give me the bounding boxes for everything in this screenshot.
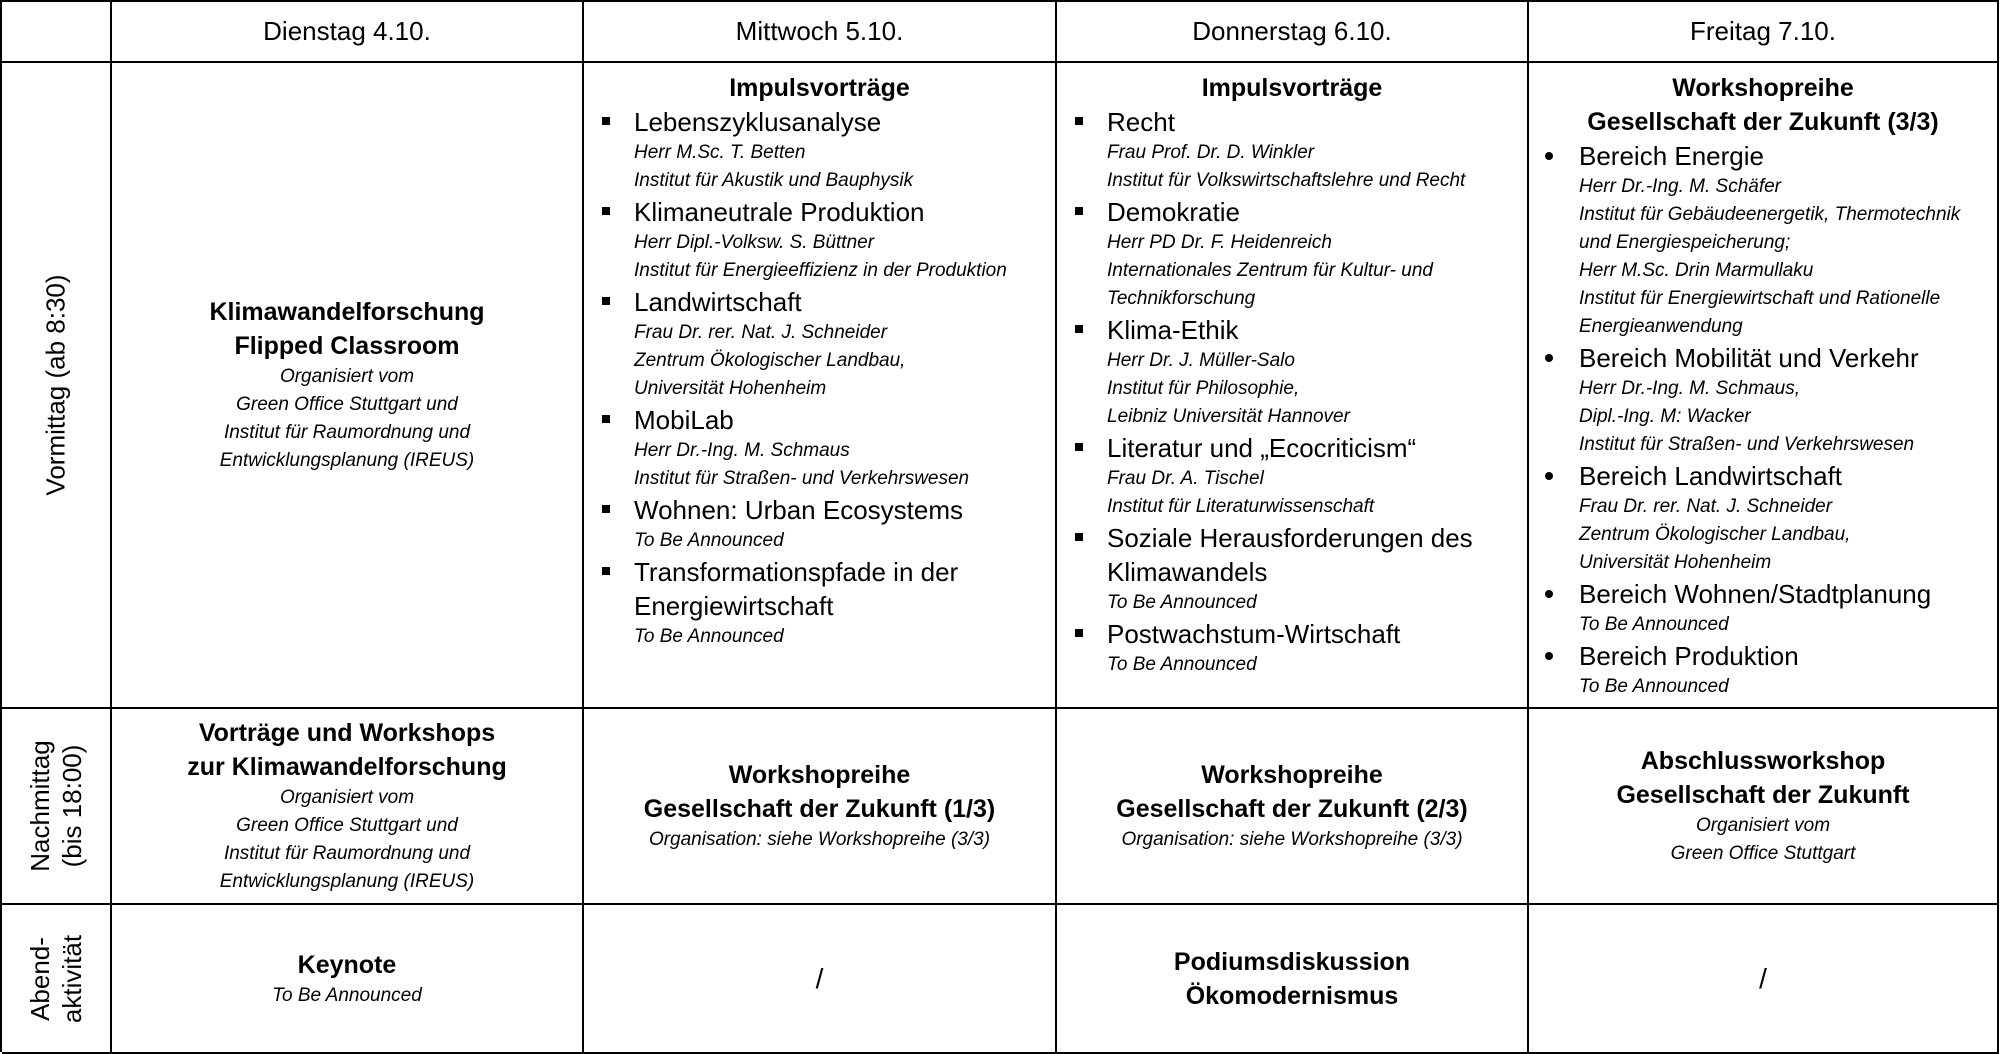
row-label-line: Abend- (25, 936, 55, 1021)
evening-thursday (1057, 905, 1529, 1054)
item-speaker: Institut für Volkswirtschaftslehre und Recht (1107, 170, 1466, 191)
list-item (1057, 105, 1527, 195)
afternoon-wednesday (584, 709, 1057, 905)
item-title: Literatur und „Ecocriticism“ (1107, 433, 1417, 463)
workshop-list (1529, 139, 1997, 701)
item-speaker: Technikforschung (1107, 288, 1256, 309)
session-title: Abschlussworkshop (1640, 747, 1886, 775)
session-organizer: Entwicklungsplanung (IREUS) (219, 450, 475, 471)
list-item (584, 195, 1055, 285)
list-item (1529, 139, 1997, 341)
row-label-afternoon (2, 709, 112, 905)
item-speaker: Zentrum Ökologischer Landbau, (1579, 524, 1851, 545)
session-title: Impulsvorträge (1201, 74, 1383, 102)
item-speaker: Herr M.Sc. T. Betten (634, 142, 806, 163)
item-speaker: Herr Dr.-Ing. M. Schmaus, (1579, 378, 1801, 399)
evening-tuesday (112, 905, 584, 1054)
talk-list (1057, 105, 1527, 679)
row-label-evening (2, 905, 112, 1054)
row-label-line: (bis 18:00) (57, 744, 87, 868)
item-speaker: To Be Announced (634, 626, 784, 647)
item-title: Klimaneutrale Produktion (634, 197, 925, 227)
item-speaker: Institut für Philosophie, (1107, 378, 1300, 399)
session-organizer: Green Office Stuttgart und (236, 815, 458, 836)
item-title: Lebenszyklusanalyse (634, 107, 882, 137)
item-title: Klimawandels (1107, 557, 1268, 587)
header-wednesday (584, 2, 1057, 63)
list-item (584, 403, 1055, 493)
row-label-text (24, 934, 88, 1022)
item-title: Demokratie (1107, 197, 1240, 227)
item-title: Bereich Energie (1579, 141, 1764, 171)
item-speaker: Institut für Straßen- und Verkehrswesen (1579, 434, 1915, 455)
item-title: Klima-Ethik (1107, 315, 1239, 345)
session-title: Gesellschaft der Zukunft (3/3) (1587, 108, 1939, 136)
item-speaker: Institut für Energiewirtschaft und Rationelle (1579, 288, 1941, 309)
item-speaker: To Be Announced (1579, 614, 1729, 635)
morning-thursday (1057, 63, 1529, 709)
header-label: Mittwoch 5.10. (735, 16, 904, 46)
header-tuesday (112, 2, 584, 63)
row-label-line: aktivität (57, 934, 87, 1023)
list-item (584, 285, 1055, 403)
session-organizer: Organisation: siehe Workshopreihe (3/3) (1121, 829, 1463, 850)
session-title: Impulsvorträge (729, 74, 910, 102)
list-item (1057, 617, 1527, 679)
item-speaker: Herr M.Sc. Drin Marmullaku (1579, 260, 1814, 281)
item-speaker: Zentrum Ökologischer Landbau, (634, 350, 906, 371)
item-speaker: Frau Prof. Dr. D. Winkler (1107, 142, 1315, 163)
session-title: Podiumsdiskussion (1173, 947, 1411, 976)
item-title: Energiewirtschaft (634, 591, 834, 621)
row-label-line: Nachmittag (25, 740, 55, 872)
item-speaker: Internationales Zentrum für Kultur- und (1107, 260, 1433, 281)
list-item (584, 105, 1055, 195)
session-title: Vorträge und Workshops (198, 719, 496, 747)
session-organizer: Green Office Stuttgart (1670, 843, 1856, 864)
session-organizer: Institut für Raumordnung und (223, 843, 471, 864)
list-item (1529, 577, 1997, 639)
header-friday (1529, 2, 1999, 63)
morning-friday (1529, 63, 1999, 709)
item-speaker: Herr Dr.-Ing. M. Schmaus (634, 440, 850, 461)
item-speaker: Energieanwendung (1579, 316, 1743, 337)
evening-wednesday (584, 905, 1057, 1054)
item-title: Bereich Produktion (1579, 641, 1799, 671)
item-title: Transformationspfade in der (634, 557, 959, 587)
item-speaker: To Be Announced (1107, 592, 1257, 613)
row-label-text: Vormittag (ab 8:30) (41, 274, 71, 496)
session-organizer: Organisiert vom (1695, 815, 1831, 836)
session-organizer: Entwicklungsplanung (IREUS) (219, 871, 475, 892)
header-label: Donnerstag 6.10. (1192, 16, 1392, 46)
item-speaker: To Be Announced (634, 530, 784, 551)
list-item (584, 555, 1055, 651)
item-speaker: Herr Dr.-Ing. M. Schäfer (1579, 176, 1782, 197)
empty-slot-marker: / (815, 962, 824, 994)
list-item (1057, 521, 1527, 617)
item-speaker: Frau Dr. rer. Nat. J. Schneider (634, 322, 888, 343)
list-item (584, 493, 1055, 555)
session-title: Ökomodernismus (1185, 981, 1399, 1010)
session-title: Gesellschaft der Zukunft (1616, 781, 1910, 809)
item-speaker: To Be Announced (1579, 676, 1729, 697)
item-title: Postwachstum-Wirtschaft (1107, 619, 1401, 649)
session-title: Gesellschaft der Zukunft (1/3) (643, 795, 996, 823)
item-title: Soziale Herausforderungen des (1107, 523, 1473, 553)
morning-tuesday (112, 63, 584, 709)
talk-list (584, 105, 1055, 651)
session-organizer: Organisiert vom (279, 787, 415, 808)
session-organizer: Green Office Stuttgart und (236, 394, 458, 415)
header-label: Freitag 7.10. (1690, 16, 1836, 46)
item-title: Landwirtschaft (634, 287, 802, 317)
session-organizer: To Be Announced (272, 984, 422, 1006)
list-item (1057, 195, 1527, 313)
item-title: MobiLab (634, 405, 734, 435)
item-title: Wohnen: Urban Ecosystems (634, 495, 963, 525)
afternoon-friday (1529, 709, 1999, 905)
morning-wednesday (584, 63, 1057, 709)
row-label-text (24, 740, 88, 872)
session-title: Keynote (297, 950, 397, 979)
list-item (1057, 431, 1527, 521)
evening-friday (1529, 905, 1999, 1054)
item-speaker: Herr Dr. J. Müller-Salo (1107, 350, 1295, 371)
session-organizer: Organisation: siehe Workshopreihe (3/3) (648, 829, 991, 850)
item-speaker: Herr Dipl.-Volksw. S. Büttner (634, 232, 875, 253)
row-label-morning (2, 63, 112, 709)
item-speaker: Institut für Energieeffizienz in der Produktion (634, 260, 1007, 281)
session-title: Klimawandelforschung (209, 298, 485, 326)
item-speaker: und Energiespeicherung; (1579, 232, 1791, 253)
header-thursday (1057, 2, 1529, 63)
session-title: Gesellschaft der Zukunft (2/3) (1116, 795, 1468, 823)
item-title: Bereich Wohnen/Stadtplanung (1579, 579, 1932, 609)
session-organizer: Institut für Raumordnung und (223, 422, 471, 443)
session-organizer: Organisiert vom (279, 366, 415, 387)
list-item (1529, 459, 1997, 577)
item-speaker: Universität Hohenheim (1579, 552, 1772, 573)
corner-cell (2, 2, 112, 63)
item-speaker: Frau Dr. rer. Nat. J. Schneider (1579, 496, 1833, 517)
item-speaker: Leibniz Universität Hannover (1107, 406, 1350, 427)
session-title: Workshopreihe (1201, 761, 1383, 789)
item-speaker: Frau Dr. A. Tischel (1107, 468, 1264, 489)
item-title: Recht (1107, 107, 1175, 137)
item-title: Bereich Landwirtschaft (1579, 461, 1843, 491)
afternoon-thursday (1057, 709, 1529, 905)
item-speaker: Herr PD Dr. F. Heidenreich (1107, 232, 1332, 253)
item-speaker: Dipl.-Ing. M: Wacker (1579, 406, 1751, 427)
list-item (1529, 639, 1997, 701)
session-title: zur Klimawandelforschung (187, 753, 507, 781)
header-label: Dienstag 4.10. (263, 16, 431, 46)
session-title: Workshopreihe (728, 761, 911, 789)
session-title: Flipped Classroom (234, 332, 460, 360)
item-speaker: Institut für Gebäudeenergetik, Thermotechnik (1579, 204, 1961, 225)
item-speaker: Universität Hohenheim (634, 378, 827, 399)
session-title: Workshopreihe (1672, 74, 1854, 102)
empty-slot-marker: / (1759, 962, 1767, 994)
afternoon-tuesday (112, 709, 584, 905)
item-speaker: Institut für Straßen- und Verkehrswesen (634, 468, 970, 489)
item-speaker: To Be Announced (1107, 654, 1257, 675)
item-title: Bereich Mobilität und Verkehr (1579, 343, 1919, 373)
list-item (1057, 313, 1527, 431)
item-speaker: Institut für Literaturwissenschaft (1107, 496, 1375, 517)
item-speaker: Institut für Akustik und Bauphysik (634, 170, 914, 191)
list-item (1529, 341, 1997, 459)
